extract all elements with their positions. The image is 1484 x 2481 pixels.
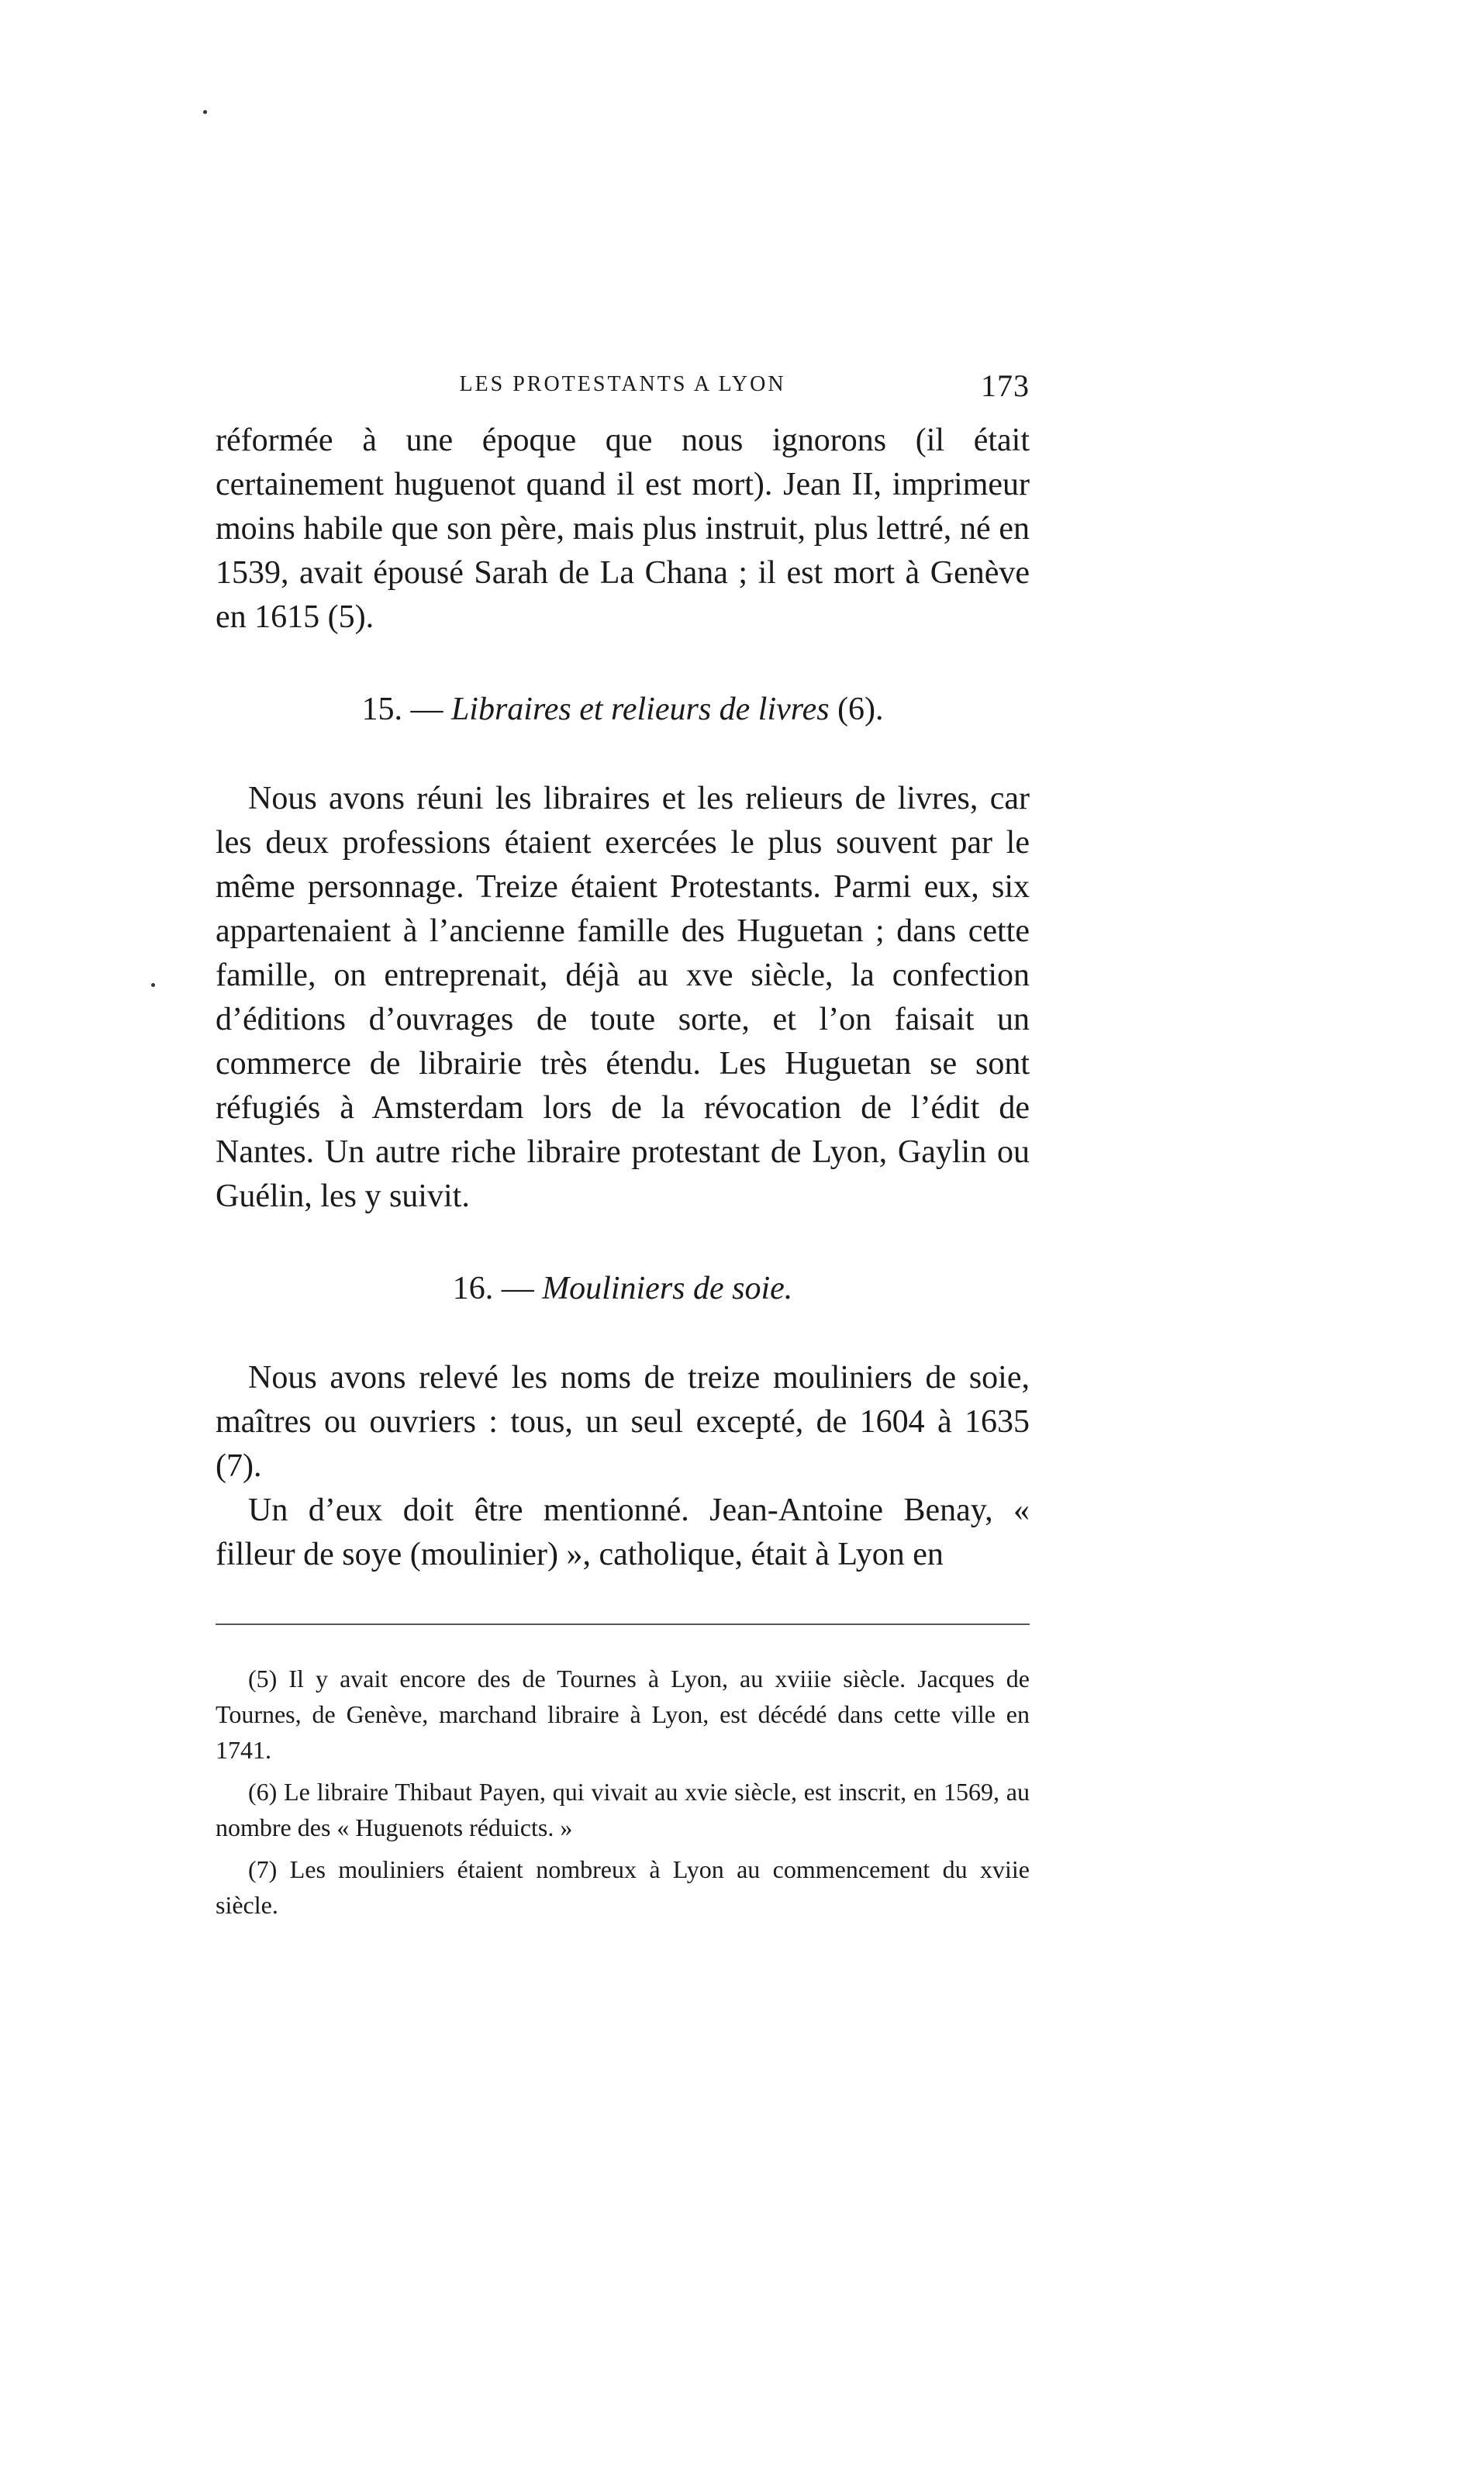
footnote-6: (6) Le libraire Thibaut Payen, qui vivait au xvie siècle, est inscrit, en 1569, au nombre des « Huguenots réduicts. »	[216, 1778, 1030, 1841]
section-heading-16	[216, 1267, 1030, 1311]
print-speck	[151, 983, 155, 987]
page-number: 173	[981, 368, 1030, 403]
note-reference: (6).	[829, 692, 884, 727]
footnote-divider	[216, 1624, 1030, 1625]
footnote-5: (5) Il y avait encore des de Tournes à Lyon, au xviiie siècle. Jacques de Tournes, de Genève, marchand libraire à Lyon, est décédé dans cette ville en 1741.	[216, 1665, 1030, 1764]
running-header	[216, 364, 1030, 419]
section-heading-15	[216, 688, 1030, 732]
book-page	[216, 364, 1030, 1929]
section-title: Mouliniers de soie.	[542, 1271, 793, 1306]
section-15-paragraph: Nous avons réuni les libraires et les relieurs de livres, car les deux professions étaient exercées le plus souvent par le même personnage. Treize étaient Protestants. Parmi eux, six appartenaient à l’ancienne famille des Huguetan ; dans cette famille, on entreprenait, déjà au xve siècle, la confection d’éditions d’ouvrages de toute sorte, et l’on faisait un commerce de librairie très étendu. Les Huguetan se sont réfugiés à Amsterdam lors de la révocation de l’édit de Nantes. Un autre riche libraire protestant de Lyon, Gaylin ou Guélin, les y suivit.	[216, 781, 1030, 1214]
print-speck	[203, 110, 207, 114]
body-text	[216, 419, 1030, 1577]
footnotes	[216, 1661, 1030, 1923]
section-number: 15. —	[361, 692, 451, 727]
section-title: Libraires et relieurs de livres	[450, 692, 830, 727]
footnote-7: (7) Les mouliniers étaient nombreux à Lyon au commencement du xviie siècle.	[216, 1855, 1030, 1919]
section-number: 16. —	[452, 1271, 543, 1306]
intro-paragraph: réformée à une époque que nous ignorons (il était certainement huguenot quand il est mort). Jean II, imprimeur moins habile que son père, mais plus instruit, plus lettré, né en 1539, avait épousé Sarah de La Chana ; il est mort à Genève en 1615 (5).	[216, 423, 1030, 635]
section-16-paragraph-2: Un d’eux doit être mentionné. Jean-Antoine Benay, « filleur de soye (moulinier) », catholique, était à Lyon en	[216, 1492, 1030, 1572]
running-title: LES PROTESTANTS A LYON	[459, 372, 786, 396]
section-16-paragraph-1: Nous avons relevé les noms de treize mouliniers de soie, maîtres ou ouvriers : tous, un seul excepté, de 1604 à 1635 (7).	[216, 1360, 1030, 1484]
